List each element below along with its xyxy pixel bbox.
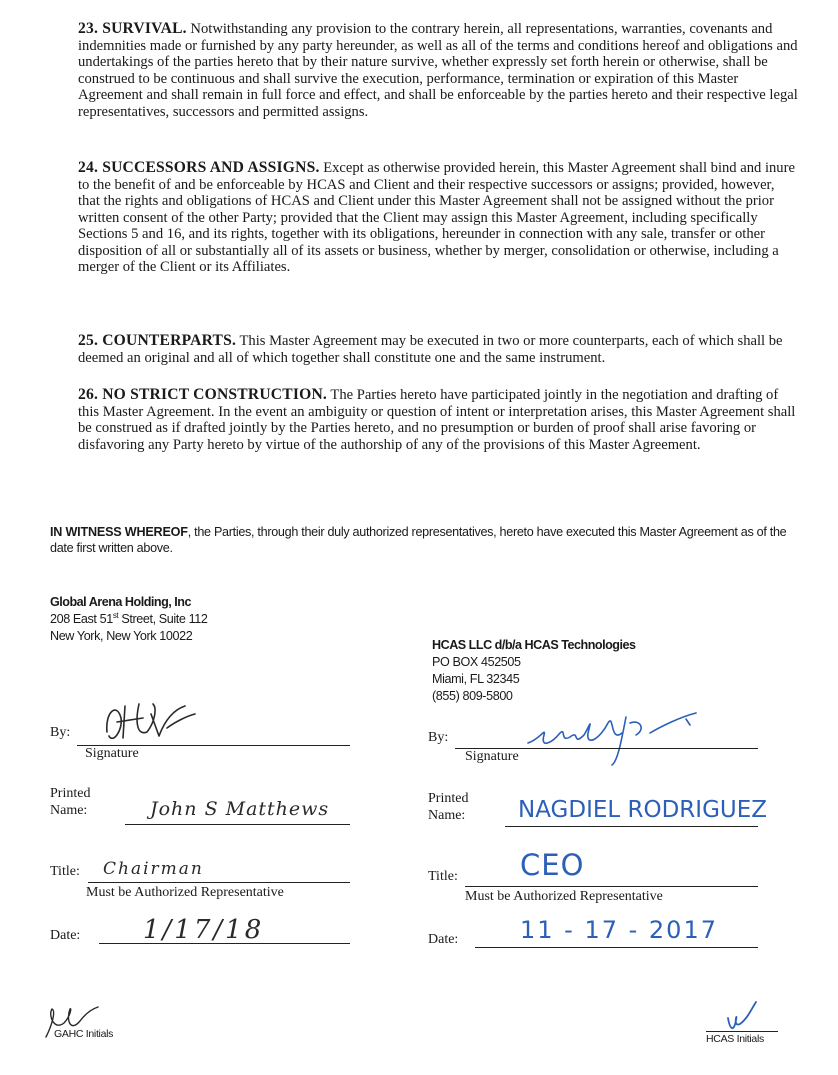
- left-printed-label: Printed Name:: [50, 786, 91, 818]
- right-company-name: HCAS LLC d/b/a HCAS Technologies: [432, 638, 636, 652]
- section-25-counterparts: [78, 333, 798, 366]
- right-printed-label: Printed Name:: [428, 791, 469, 823]
- witness-lead: IN WITNESS WHEREOF: [50, 525, 188, 539]
- right-printed-name: NAGDIEL RODRIGUEZ: [518, 797, 768, 823]
- left-address-line2: New York, New York 10022: [50, 629, 193, 643]
- section-heading: 26. NO STRICT CONSTRUCTION.: [78, 386, 328, 403]
- right-signature-label: Signature: [465, 749, 519, 764]
- section-body: This Master Agreement may be executed in two or more counterparts, each of which shall be deemed an original and all of which together shall constitute one and the same instrument.: [78, 333, 783, 366]
- left-title-line: [88, 882, 350, 883]
- right-date-line: [475, 947, 758, 948]
- left-signature-label: Signature: [85, 746, 139, 761]
- left-title-value: Chairman: [103, 859, 204, 879]
- right-title-note: Must be Authorized Representative: [465, 889, 663, 904]
- right-title-label: Title:: [428, 869, 458, 884]
- section-23-survival: [78, 21, 798, 120]
- section-body: The Parties hereto have participated jointly in the negotiation and drafting of this Master Agreement. In the event an ambiguity or question of intent or interpretation arises, this Master Agreement shall be construed as if drafted jointly by the Parties hereto, and no presumption or burden of proof shall arise favoring or disfavoring any Party hereto by virtue of the authorship of any of the provisions of this Master Agreement.: [78, 387, 796, 453]
- right-title-value: CEO: [520, 848, 585, 882]
- right-initials-mark: [718, 1000, 758, 1034]
- left-date-label: Date:: [50, 928, 81, 943]
- left-party-block: [50, 594, 207, 645]
- left-initials-label: GAHC Initials: [54, 1028, 114, 1040]
- section-heading: 24. SUCCESSORS AND ASSIGNS.: [78, 159, 320, 176]
- section-24-successors: [78, 160, 798, 276]
- left-printed-name: John S Matthews: [150, 798, 330, 820]
- right-by-label: By:: [428, 730, 449, 745]
- right-initials-line: [706, 1031, 778, 1032]
- section-body: Except as otherwise provided herein, this Master Agreement shall bind and inure to the benefit of and be enforceable by HCAS and Client and their respective successors or assigns; provided, however, that the rights and obligations of HCAS and Client under this Master Agreement shall not be assigned without the prior written consent of the other Party; provided that the Client may assign this Master Agreement, including specifically Sections 5 and 16, and its rights, together with its obligations, hereunder in connection with any sale, transfer or other disposition of all or substantially all of its assets or business, whether by merger, consolidation or otherwise, including a merger of the Client or its Affiliates.: [78, 160, 795, 275]
- left-name-line: [125, 824, 350, 825]
- witness-text: , the Parties, through their duly authorized representatives, hereto have executed this Master Agreement as of the date first written above.: [50, 525, 787, 555]
- left-address-line1: 208 East 51st Street, Suite 112: [50, 610, 208, 626]
- section-body: Notwithstanding any provision to the contrary herein, all representations, warranties, covenants and indemnities made or furnished by any party hereunder, as well as all of the terms and conditions hereof and obligations and undertakings of the parties hereto that by their nature survive, whether expressly set forth herein or otherwise, shall be construed to be continuous and shall survive the execution, performance, termination or expiration of this Master Agreement and shall remain in full force and effect, and shall be enforceable by the parties hereto and their respective legal representatives, successors and permitted assigns.: [78, 21, 798, 120]
- section-heading: 25. COUNTERPARTS.: [78, 332, 237, 349]
- right-date-label: Date:: [428, 932, 459, 947]
- left-date-value: 1/17/18: [143, 915, 265, 945]
- right-phone: (855) 809-5800: [432, 689, 513, 703]
- left-title-label: Title:: [50, 864, 80, 879]
- right-address-line2: Miami, FL 32345: [432, 672, 520, 686]
- section-heading: 23. SURVIVAL.: [78, 20, 187, 37]
- left-date-line: [99, 943, 350, 944]
- right-initials-label: HCAS Initials: [706, 1033, 764, 1045]
- right-title-line: [465, 886, 758, 887]
- section-26-no-strict-construction: [78, 387, 798, 453]
- right-party-block: [432, 637, 635, 705]
- left-signature-image: [95, 692, 215, 752]
- right-date-value: 11 - 17 - 2017: [520, 916, 718, 944]
- witness-clause: [50, 524, 790, 556]
- left-company-name: Global Arena Holding, Inc: [50, 595, 191, 609]
- right-address-line1: PO BOX 452505: [432, 655, 521, 669]
- right-name-line: [505, 826, 758, 827]
- left-by-label: By:: [50, 725, 71, 740]
- left-title-note: Must be Authorized Representative: [86, 885, 284, 900]
- right-signature-image: [510, 703, 710, 763]
